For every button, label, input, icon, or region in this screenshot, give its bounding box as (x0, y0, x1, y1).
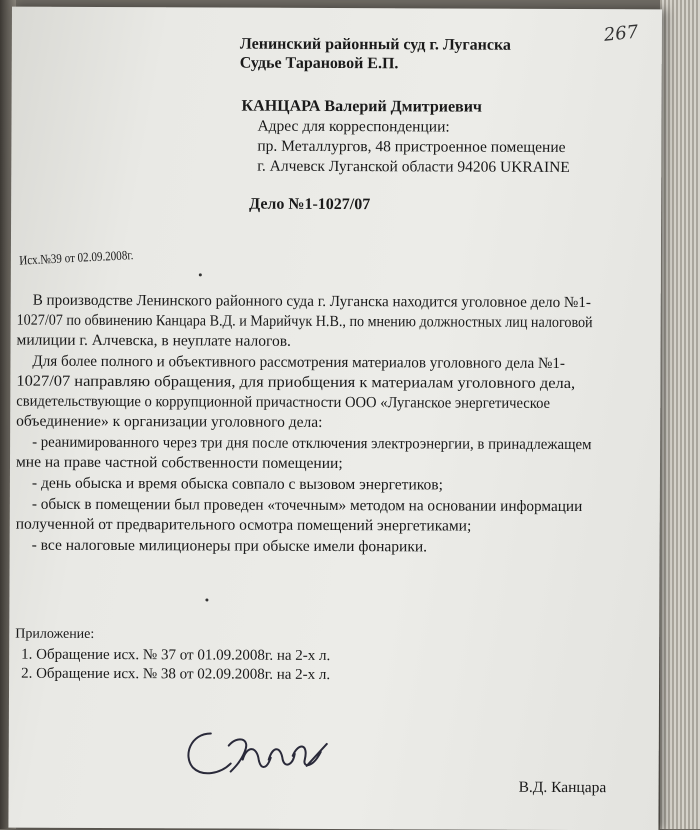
speck (199, 273, 202, 276)
list-item-3-line-1: - обыск в помещении был проведен «точечным» методом на основании информации (31, 495, 583, 516)
address-line-1: пр. Металлургов, 48 пристроенное помещение (257, 137, 566, 156)
court-name: Ленинский районный суд г. Луганска (239, 35, 512, 54)
list-item-4: - все налоговые милиционеры при обыске имели фонарики. (31, 536, 428, 556)
paragraph-1-line-1: В производстве Ленинского районного суда г. Луганска находится уголовное дело №1- (32, 291, 592, 312)
address-line-2: г. Алчевск Луганской области 94206 UKRAINE (257, 157, 570, 177)
list-item-1-line-1: - реанимированного через три дня после отключения электроэнергии, в принадлежащем (32, 433, 592, 454)
document-page (8, 7, 662, 830)
paragraph-2-line-4: объединение» к организации уголовного дела: (16, 412, 323, 431)
list-item-2: - день обыска и время обыска совпало с вызовом энергетиков; (31, 474, 443, 494)
list-item-3-line-2: полученной от предварительного осмотра помещений энергетиками; (15, 515, 472, 535)
handwritten-signature (181, 715, 341, 786)
sender-name: КАНЦАРА Валерий Дмитриевич (241, 97, 482, 116)
paragraph-2-line-3: свидетельствующие о коррупционной причастности ООО «Луганское энергетическое (16, 392, 551, 412)
judge-name: Судье Тарановой Е.П. (239, 54, 399, 73)
handwritten-page-number: 267 (602, 21, 640, 46)
list-item-1-line-2: мне на праве частной собственности помещении; (15, 453, 343, 473)
speck (205, 598, 208, 601)
address-label: Адрес для корреспонденции: (257, 117, 450, 136)
paragraph-2-line-2: 1027/07 направляю обращения, для приобщения к материалам уголовного дела, (16, 372, 576, 393)
case-number: Дело №1-1027/07 (249, 195, 371, 214)
signature-name: В.Д. Канцара (518, 778, 607, 797)
paragraph-1-line-2: 1027/07 по обвинению Канцара В.Д. и Марийчук Н.В., по мнению должностных лиц налоговой (16, 311, 593, 332)
attachment-2: 2. Обращение исх. № 38 от 02.09.2008г. на 2-х л. (21, 665, 331, 683)
outgoing-reference: Исх.№39 от 02.09.2008г. (18, 247, 134, 268)
attachment-1: 1. Обращение исх. № 37 от 01.09.2008г. на 2-х л. (21, 646, 331, 664)
paragraph-1-line-3: милиции г. Алчевска, в неуплате налогов. (16, 331, 291, 350)
attachments-label: Приложение: (15, 626, 95, 642)
paragraph-2-line-1: Для более полного и объективного рассмотрения материалов уголовного дела №1- (32, 352, 566, 372)
paper-stack-edge (660, 0, 700, 829)
